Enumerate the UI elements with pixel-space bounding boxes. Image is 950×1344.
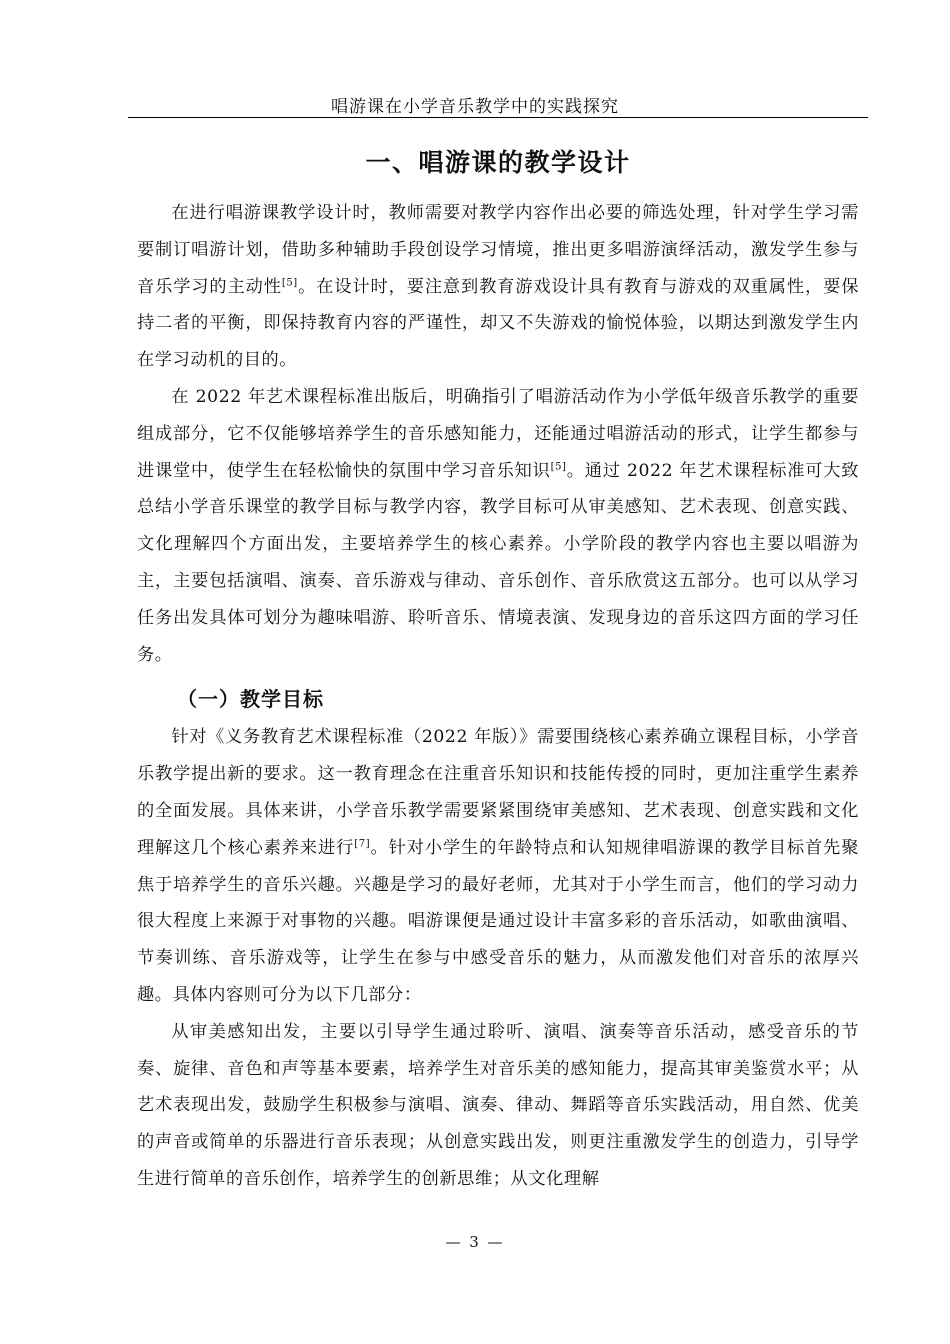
- paragraph: [137, 195, 859, 379]
- subsection-title: （一）教学目标: [177, 687, 324, 712]
- citation: [5]: [550, 460, 567, 472]
- paragraph-text: 。在设计时，要注意到教育游戏设计具有教育与游戏的双重属性，要保持二者的平衡，即保持教育内容的严谨性，却又不失游戏的愉悦体验，以期达到激发学生内在学习动机的目的。: [137, 276, 859, 371]
- header-divider: [128, 117, 868, 118]
- paragraph-text: 针对《义务教育艺术课程标准（2022 年版）》需要围绕核心素养确立课程目标，小学音乐教学提出新的要求。这一教育理念在注重音乐知识和技能传授的同时，更加注重学生素养的全面发展。具体来讲，小学音乐教学需要紧紧围绕审美感知、艺术表现、创意实践和文化理解这几个核心素养来进行: [137, 727, 859, 858]
- citation: [7]: [354, 838, 371, 850]
- section-title: 一、唱游课的教学设计: [365, 148, 631, 177]
- paragraph: [137, 379, 859, 673]
- paragraph-text: 。针对小学生的年龄特点和认知规律唱游课的教学目标首先聚焦于培养学生的音乐兴趣。兴趣是学习的最好老师，尤其对于小学生而言，他们的学习动力很大程度上来源于对事物的兴趣。唱游课便是通过设计丰富多彩的音乐活动，如歌曲演唱、节奏训练、音乐游戏等，让学生在参与中感受音乐的魅力，从而激发他们对音乐的浓厚兴趣。具体内容则可分为以下几部分：: [137, 837, 860, 1005]
- paragraph: [137, 719, 859, 1013]
- page-body: [137, 143, 859, 1198]
- paragraph-text: 从审美感知出发，主要以引导学生通过聆听、演唱、演奏等音乐活动，感受音乐的节奏、旋律、音色和声等基本要素，培养学生对音乐美的感知能力，提高其审美鉴赏水平；从艺术表现出发，鼓励学生积极参与演唱、演奏、律动、舞蹈等音乐实践活动，用自然、优美的声音或简单的乐器进行音乐表现；从创意实践出发，则更注重激发学生的创造力，引导学生进行简单的音乐创作，培养学生的创新思维；从文化理解: [137, 1021, 859, 1189]
- paragraph-text: 在 2022 年艺术课程标准出版后，明确指引了唱游活动作为小学低年级音乐教学的重要组成部分，它不仅能够培养学生的音乐感知能力，还能通过唱游活动的形式，让学生都参与进课堂中，使学生在轻松愉快的氛围中学习音乐知识: [137, 386, 859, 481]
- paragraph-text: 在进行唱游课教学设计时，教师需要对教学内容作出必要的筛选处理，针对学生学习需要制订唱游计划，借助多种辅助手段创设学习情境，推出更多唱游演绎活动，激发学生参与音乐学习的主动性: [137, 203, 859, 297]
- citation: [5]: [281, 276, 298, 288]
- running-header: 唱游课在小学音乐教学中的实践探究: [331, 97, 619, 117]
- paragraph: [137, 1014, 859, 1198]
- paragraph-text: 。通过 2022 年艺术课程标准可大致总结小学音乐课堂的教学目标与教学内容，教学目标可从审美感知、艺术表现、创意实践、文化理解四个方面出发，主要培养学生的核心素养。小学阶段的教学内容也主要以唱游为主，主要包括演唱、演奏、音乐游戏与律动、音乐创作、音乐欣赏这五部分。也可以从学习任务出发具体可划分为趣味唱游、聆听音乐、情境表演、发现身边的音乐这四方面的学习任务。: [137, 460, 859, 665]
- page-number: — 3 —: [445, 1233, 505, 1251]
